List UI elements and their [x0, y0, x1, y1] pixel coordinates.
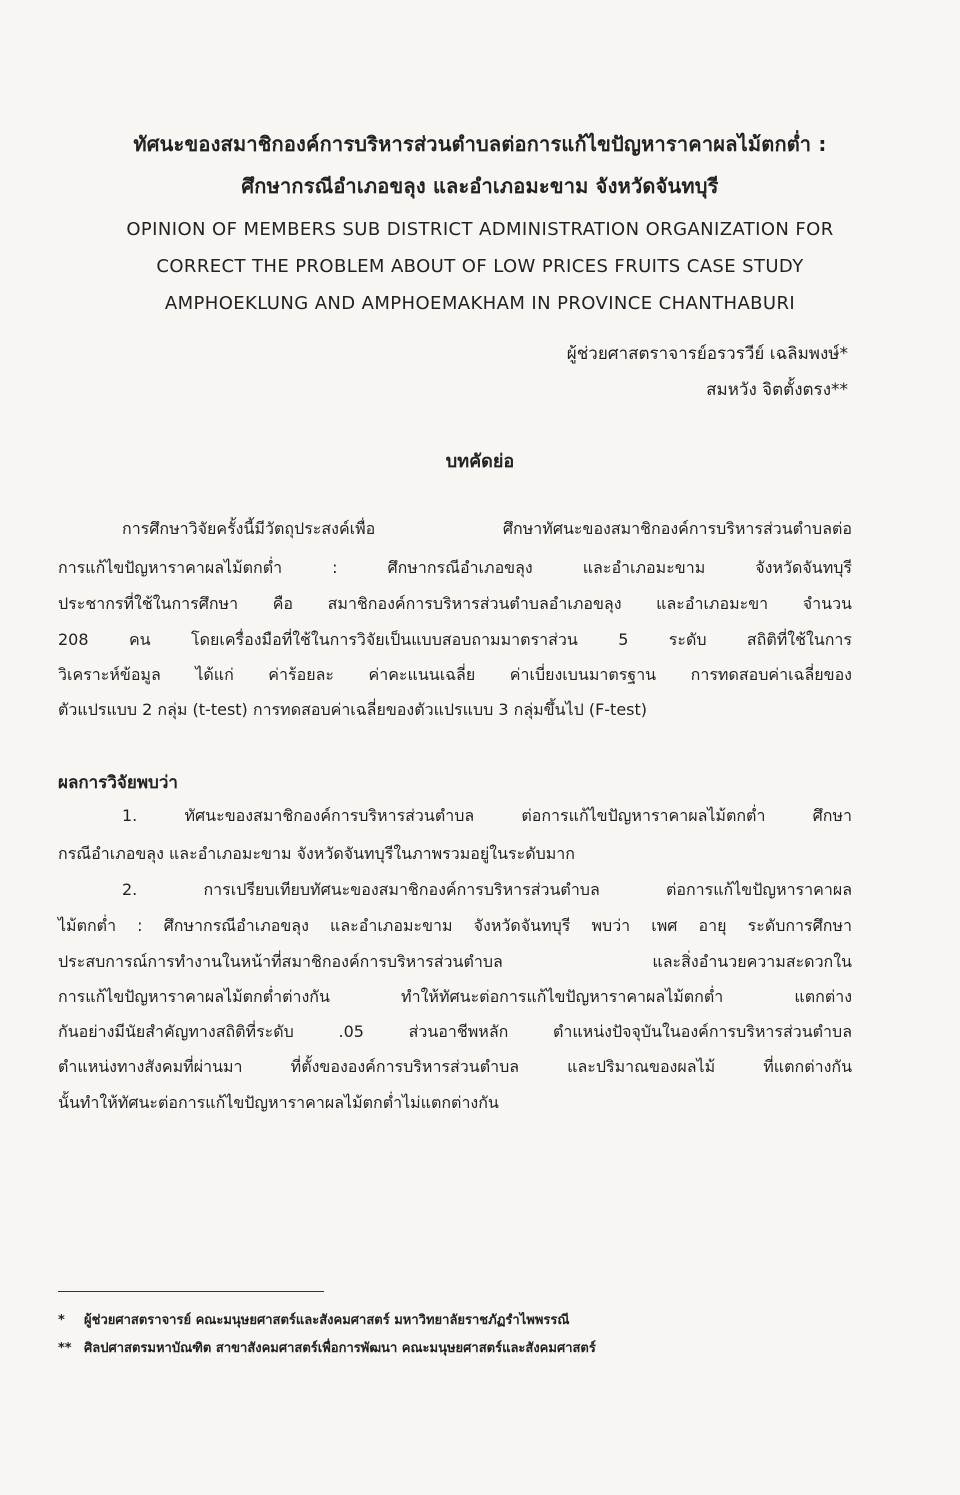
results-line: ประสบการณ์การทำงานในหน้าที่สมาชิกองค์การบริหารส่วนตำบล และสิ่งอำนวยความสะดวกใน — [58, 952, 852, 971]
results-line: ตำแหน่งทางสังคมที่ผ่านมา ที่ตั้งขององค์การบริหารส่วนตำบล และปริมาณของผลไม้ ที่แตกต่างกัน — [58, 1057, 852, 1076]
abstract-line: การศึกษาวิจัยครั้งนี้มีวัตถุประสงค์เพื่อ ศึกษาทัศนะของสมาชิกองค์การบริหารส่วนตำบลต่อ — [122, 519, 852, 538]
footnote-mark: ** — [58, 1341, 72, 1356]
title-english-line-1: OPINION OF MEMBERS SUB DISTRICT ADMINISTRATION ORGANIZATION FOR — [126, 219, 834, 240]
abstract-line: 208 คน โดยเครื่องมือที่ใช้ในการวิจัยเป็นแบบสอบถามมาตราส่วน 5 ระดับ สถิติที่ใช้ในการ — [58, 630, 852, 649]
footnote-mark: * — [58, 1313, 65, 1328]
results-line: กรณีอำเภอขลุง และอำเภอมะขาม จังหวัดจันทบุรีในภาพรวมอยู่ในระดับมาก — [58, 844, 575, 863]
results-heading: ผลการวิจัยพบว่า — [58, 773, 178, 793]
abstract-line: ประชากรที่ใช้ในการศึกษา คือ สมาชิกองค์การบริหารส่วนตำบลอำเภอขลุง และอำเภอมะขา จำนวน — [58, 594, 852, 613]
results-line: 2. การเปรียบเทียบทัศนะของสมาชิกองค์การบริหารส่วนตำบล ต่อการแก้ไขปัญหาราคาผล — [122, 880, 852, 899]
author-1: ผู้ช่วยศาสตราจารย์อรวรวีย์ เฉลิมพงษ์* — [566, 344, 848, 364]
footnote-text: ศิลปศาสตรมหาบัณฑิต สาขาสังคมศาสตร์เพื่อการพัฒนา คณะมนุษยศาสตร์และสังคมศาสตร์ — [84, 1341, 596, 1356]
author-2: สมหวัง จิตตั้งตรง** — [706, 380, 848, 400]
results-line: กันอย่างมีนัยสำคัญทางสถิติที่ระดับ .05 ส่วนอาชีพหลัก ตำแหน่งปัจจุบันในองค์การบริหารส่วนตำบล — [58, 1022, 852, 1041]
footnote-separator — [58, 1291, 324, 1292]
footnote-2 — [58, 1337, 596, 1358]
footnote-text: ผู้ช่วยศาสตราจารย์ คณะมนุษยศาสตร์และสังคมศาสตร์ มหาวิทยาลัยราชภัฏรำไพพรรณี — [84, 1313, 570, 1328]
abstract-heading: บทคัดย่อ — [445, 451, 515, 472]
footnote-1 — [58, 1309, 569, 1330]
title-thai-line-2: ศึกษากรณีอำเภอขลุง และอำเภอมะขาม จังหวัดจันทบุรี — [241, 174, 719, 198]
title-english-line-2: CORRECT THE PROBLEM ABOUT OF LOW PRICES FRUITS CASE STUDY — [156, 256, 804, 277]
title-thai-line-1: ทัศนะของสมาชิกองค์การบริหารส่วนตำบลต่อการแก้ไขปัญหาราคาผลไม้ตกต่ำ : — [133, 132, 827, 156]
abstract-line: การแก้ไขปัญหาราคาผลไม้ตกต่ำ : ศึกษากรณีอำเภอขลุง และอำเภอมะขาม จังหวัดจันทบุรี — [58, 558, 852, 577]
abstract-line: ตัวแปรแบบ 2 กลุ่ม (t-test) การทดสอบค่าเฉลี่ยของตัวแปรแบบ 3 กลุ่มขึ้นไป (F-test) — [58, 700, 648, 719]
results-line: การแก้ไขปัญหาราคาผลไม้ตกต่ำต่างกัน ทำให้ทัศนะต่อการแก้ไขปัญหาราคาผลไม้ตกต่ำ แตกต่าง — [58, 987, 852, 1006]
results-line: ไม้ตกต่ำ : ศึกษากรณีอำเภอขลุง และอำเภอมะขาม จังหวัดจันทบุรี พบว่า เพศ อายุ ระดับการศึกษา — [58, 916, 852, 935]
abstract-line: วิเคราะห์ข้อมูล ได้แก่ ค่าร้อยละ ค่าคะแนนเฉลี่ย ค่าเบี่ยงเบนมาตรฐาน การทดสอบค่าเฉลี่ยของ — [58, 665, 852, 684]
title-english-line-3: AMPHOEKLUNG AND AMPHOEMAKHAM IN PROVINCE CHANTHABURI — [164, 293, 796, 314]
results-line: 1. ทัศนะของสมาชิกองค์การบริหารส่วนตำบล ต่อการแก้ไขปัญหาราคาผลไม้ตกต่ำ ศึกษา — [122, 806, 852, 825]
results-line: นั้นทำให้ทัศนะต่อการแก้ไขปัญหาราคาผลไม้ตกต่ำไม่แตกต่างกัน — [58, 1093, 499, 1112]
